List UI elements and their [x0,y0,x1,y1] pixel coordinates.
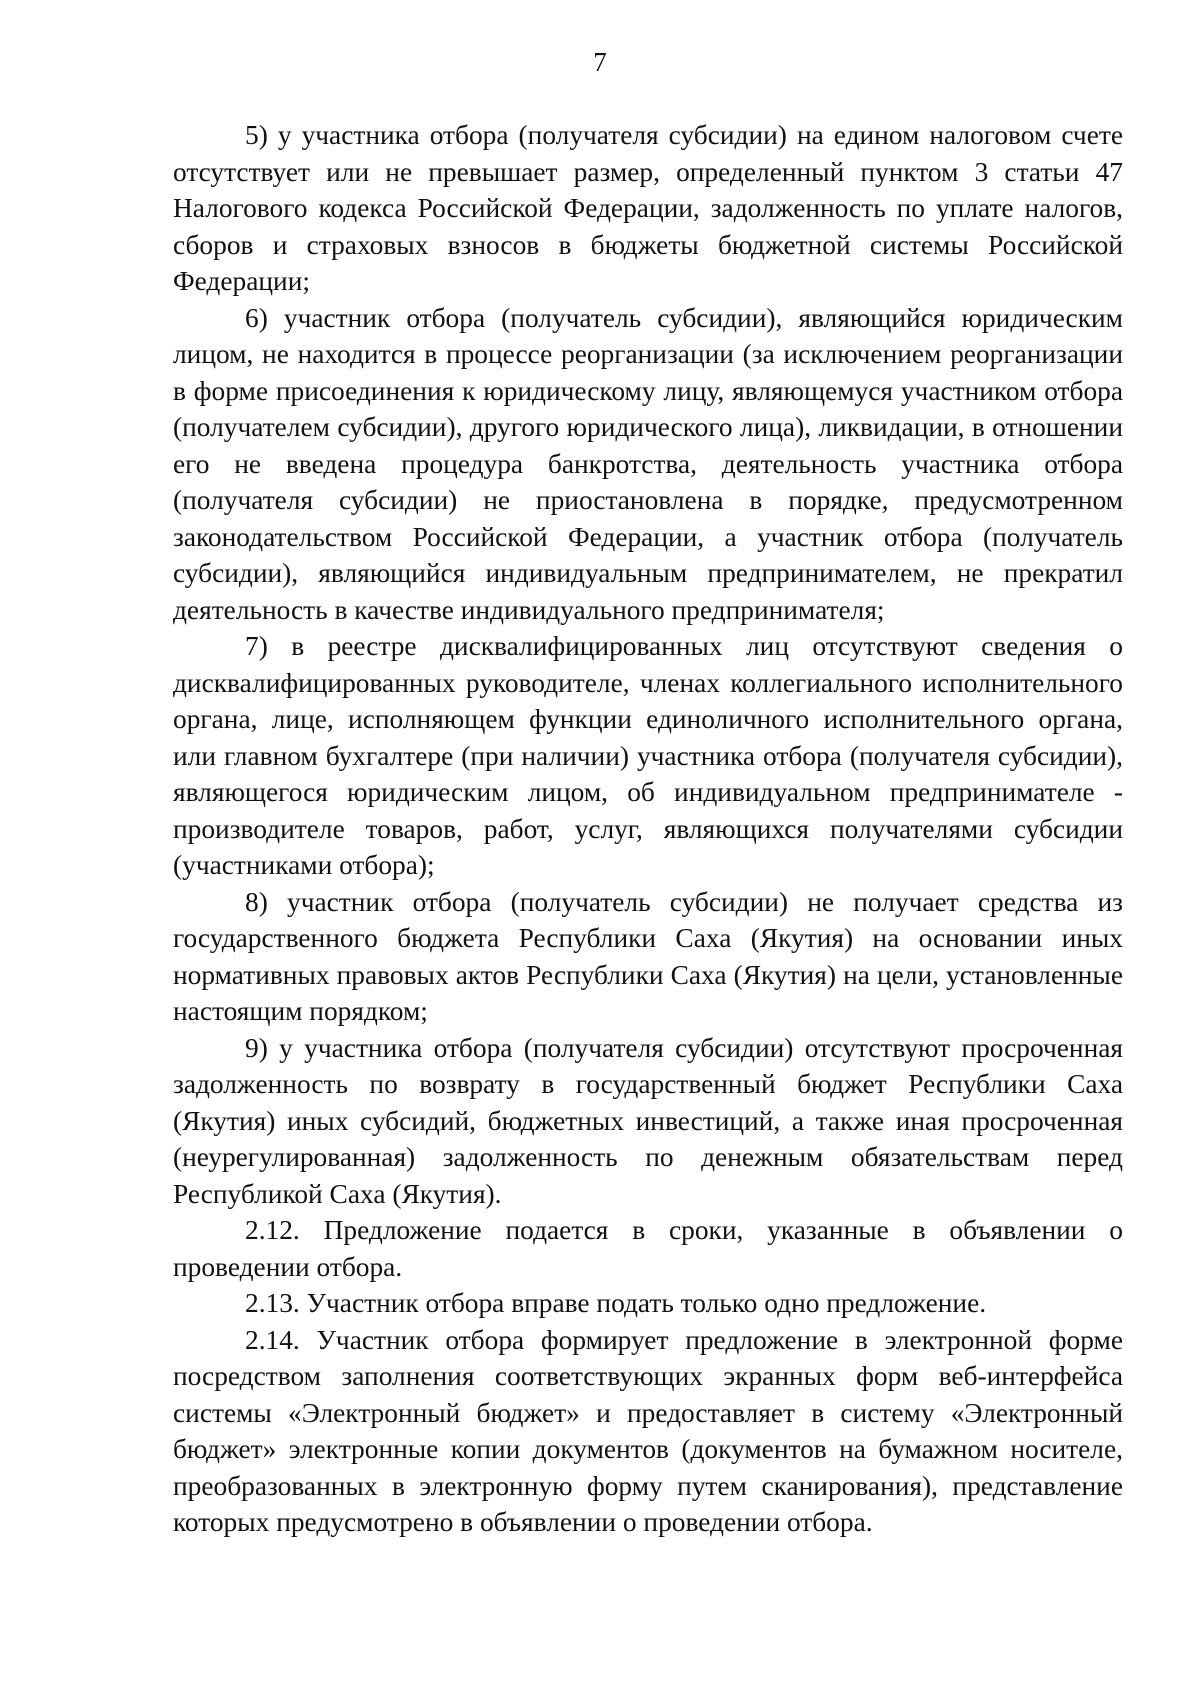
paragraph-item-7: 7) в реестре дисквалифицированных лиц отсутствуют сведения о дисквалифицированных руководителе, членах коллегиального исполнительного органа, лице, исполняющем функции единоличного исполнительного органа, или главном бухгалтере (при наличии) участника отбора (получателя субсидии), являющегося юридическим лицом, об индивидуальном предпринимателе - производителе товаров, работ, услуг, являющихся получателями субсидии (участниками отбора); [173,631,1123,880]
paragraph-item-9: 9) у участника отбора (получателя субсидии) отсутствуют просроченная задолженность по возврату в государственный бюджет Республики Саха (Якутия) иных субсидий, бюджетных инвестиций, а также иная просроченная (неурегулированная) задолженность по денежным обязательствам перед Республикой Саха (Якутия). [173,1032,1123,1209]
paragraph-item-8: 8) участник отбора (получатель субсидии) не получает средства из государственного бюджета Республики Саха (Якутия) на основании иных нормативных правовых актов Республики Саха (Якутия) на цели, установленные настоящим порядком; [173,886,1123,1026]
paragraph-clause-2-12: 2.12. Предложение подается в сроки, указанные в объявлении о проведении отбора. [173,1215,1123,1282]
document-body [173,117,1123,1541]
paragraph-clause-2-13: 2.13. Участник отбора вправе подать только одно предложение. [245,1288,987,1318]
page-number: 7 [593,47,607,77]
paragraph-item-5: 5) у участника отбора (получателя субсидии) на едином налоговом счете отсутствует или не превышает размер, определенный пунктом 3 статьи 47 Налогового кодекса Российской Федерации, задолженность по уплате налогов, сборов и страховых взносов в бюджеты бюджетной системы Российской Федерации; [173,120,1123,296]
paragraph-item-6: 6) участник отбора (получатель субсидии), являющийся юридическим лицом, не находится в процессе реорганизации (за исключением реорганизации в форме присоединения к юридическому лицу, являющемуся участником отбора (получателем субсидии), другого юридического лица), ликвидации, в отношении его не введена процедура банкротства, деятельность участника отбора (получателя субсидии) не приостановлена в порядке, предусмотренном законодательством Российской Федерации, а участник отбора (получатель субсидии), являющийся индивидуальным предпринимателем, не прекратил деятельность в качестве индивидуального предпринимателя; [173,302,1123,625]
paragraph-clause-2-14: 2.14. Участник отбора формирует предложение в электронной форме посредством заполнения соответствующих экранных форм веб-интерфейса системы «Электронный бюджет» и предоставляет в систему «Электронный бюджет» электронные копии документов (документов на бумажном носителе, преобразованных в электронную форму путем сканирования), представление которых предусмотрено в объявлении о проведении отбора. [173,1324,1123,1537]
